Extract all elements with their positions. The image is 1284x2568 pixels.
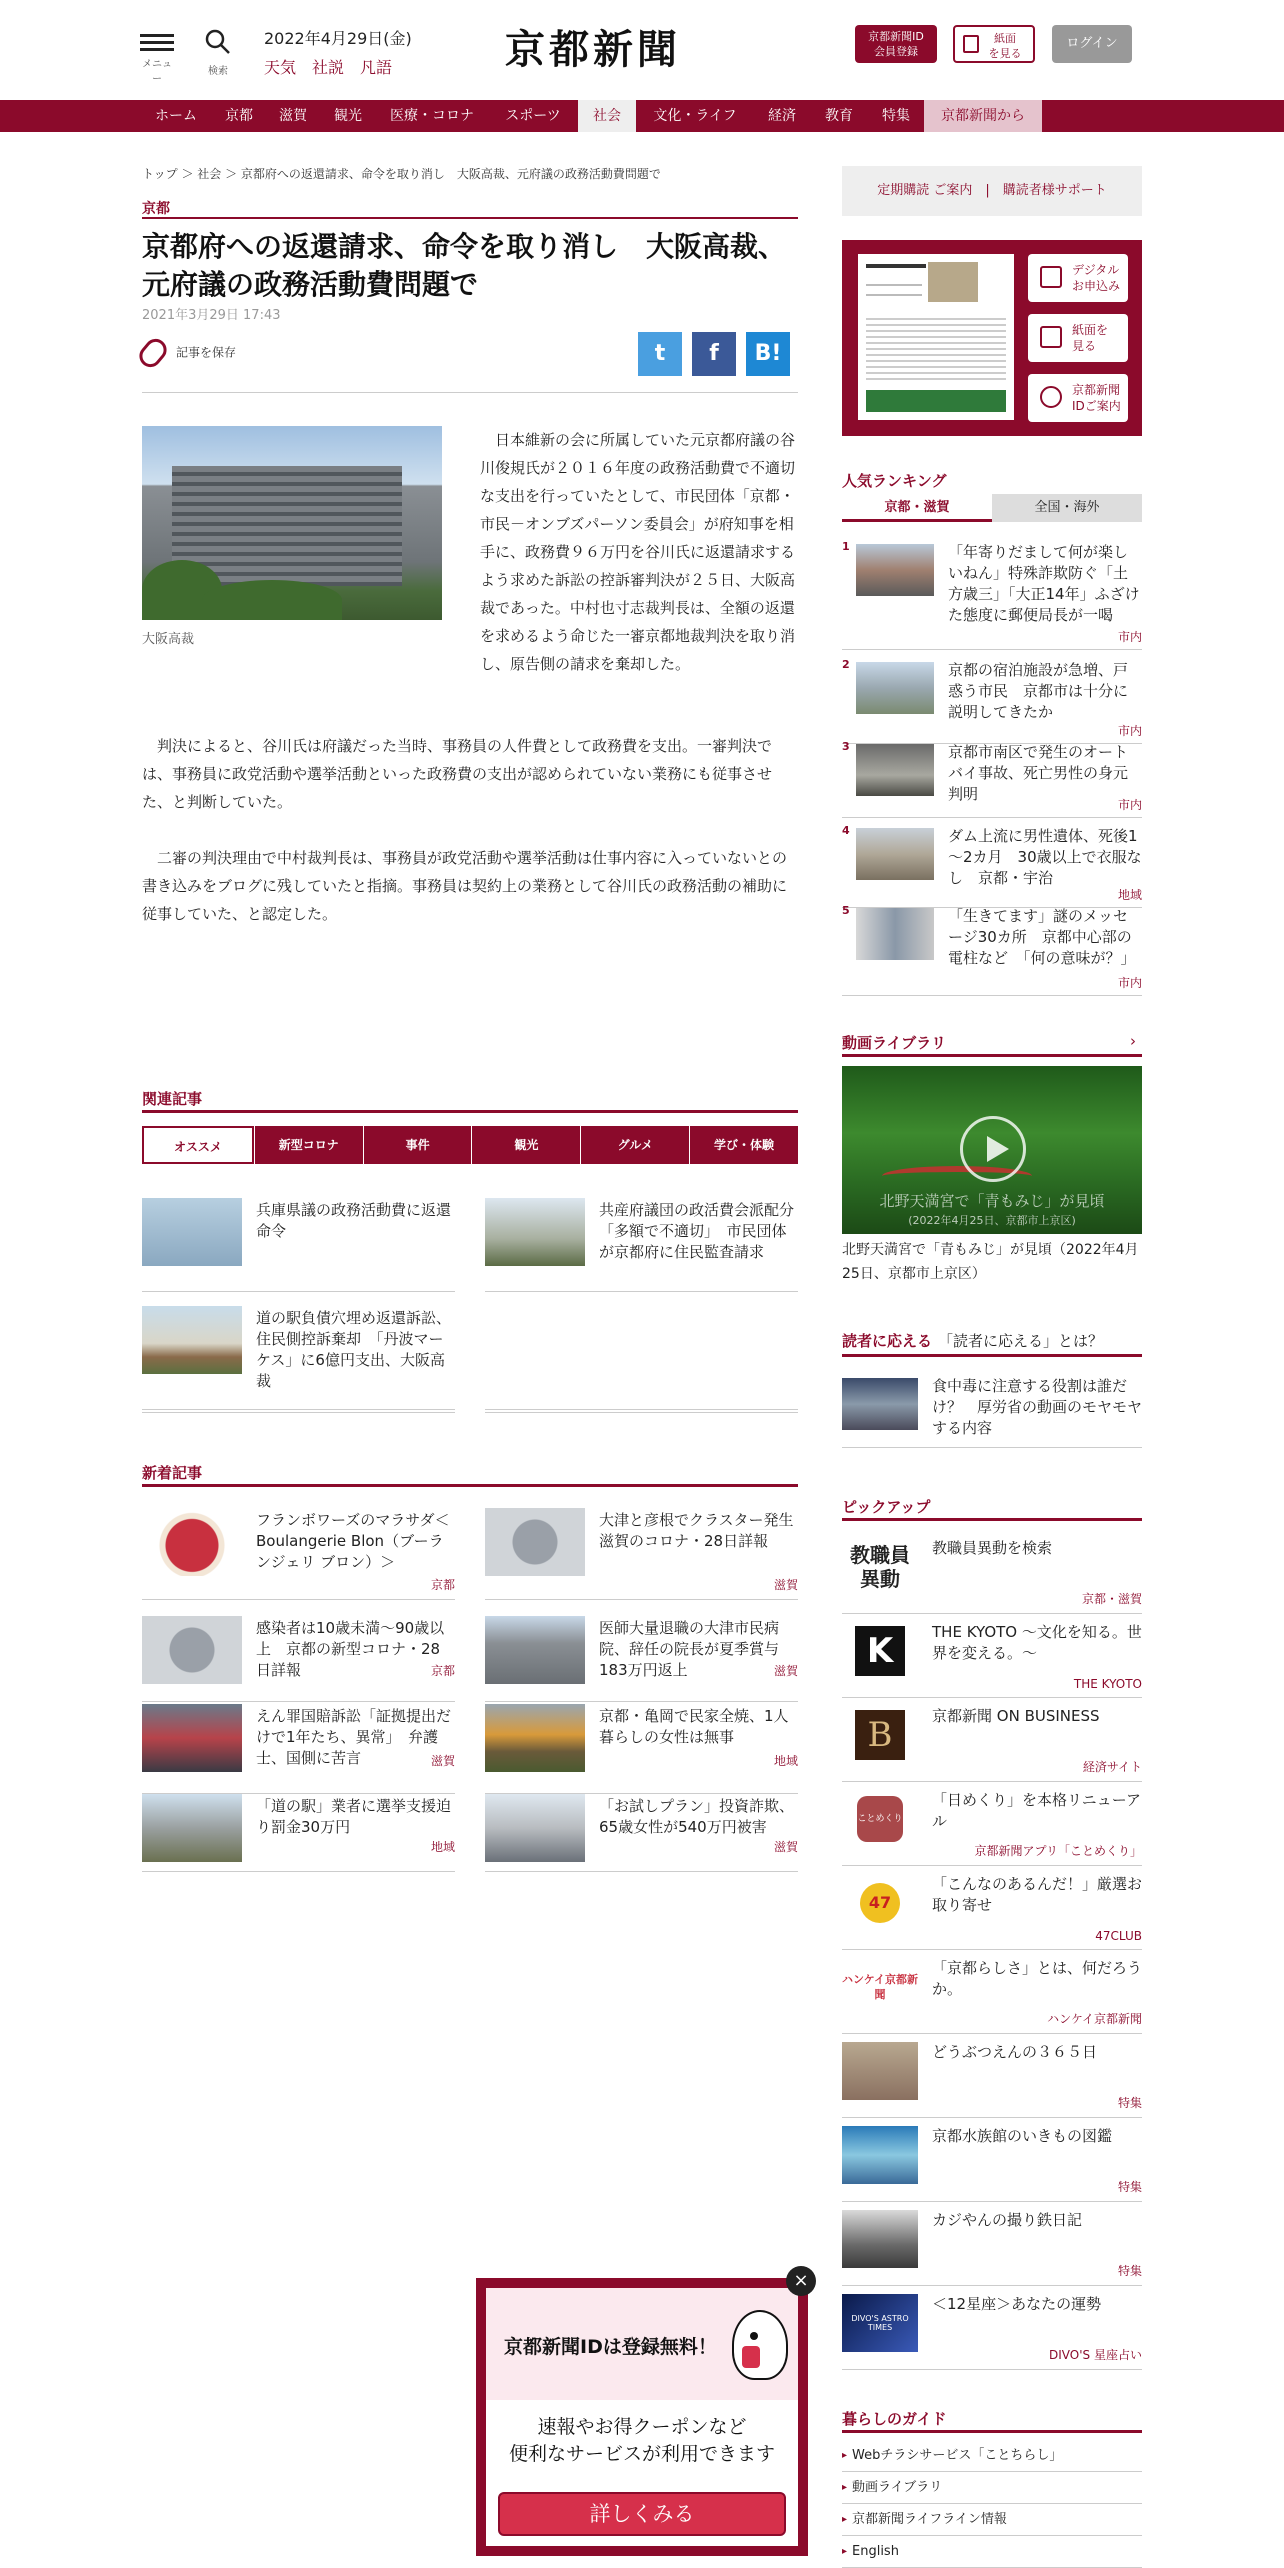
related-item-text: 共産府議団の政活費会派配分「多額で不適切」 市民団体が京都府に住民監査請求: [599, 1201, 795, 1261]
pickup-tag: THE KYOTO: [1073, 1677, 1142, 1691]
menu-icon-bar: [140, 48, 174, 51]
ranking-text: 「生きてます」謎のメッセージ30カ所 京都中心部の電柱など 「何の意味が？」: [948, 907, 1136, 967]
video-player[interactable]: [842, 1066, 1142, 1234]
ranking-tag: 市内: [1117, 976, 1142, 990]
ranking-title: 人気ランキング: [842, 472, 947, 490]
nav-culture[interactable]: 文化・ライフ: [653, 108, 737, 124]
ranking-thumbnail: [856, 828, 934, 880]
pickup-tag: DIVO'S 星座占い: [1049, 2348, 1142, 2362]
paper-edition-box: [842, 240, 1142, 436]
paper-line2: を見る: [988, 47, 1022, 60]
latest-item-text: 医師大量退職の大津市民病院、辞任の院長が夏季賞与183万円返上: [599, 1619, 780, 1679]
rank-number: 5: [842, 904, 850, 917]
related-divider: [142, 1110, 798, 1113]
pickup-tag: 特集: [1117, 2096, 1142, 2110]
bird-mascot-icon: [732, 2310, 788, 2380]
pickup-text: 京都新聞 ON BUSINESS: [932, 1707, 1100, 1725]
on-business-icon: [842, 1706, 918, 1764]
site-logo[interactable]: 京都新聞: [505, 26, 681, 73]
newspaper-icon: [963, 35, 979, 53]
nav-home[interactable]: ホーム: [155, 108, 197, 124]
facebook-icon: f: [709, 341, 719, 366]
play-icon[interactable]: [960, 1116, 1026, 1182]
nav-tourism[interactable]: 観光: [334, 108, 362, 124]
article-photo[interactable]: [142, 426, 442, 620]
latest-thumbnail: [485, 1508, 585, 1576]
latest-item-tag: 滋賀: [773, 1664, 798, 1678]
latest-thumbnail: [142, 1616, 242, 1684]
latest-thumbnail: [142, 1794, 242, 1862]
register-line2: 会員登録: [874, 45, 918, 58]
phone-icon: [1040, 266, 1062, 288]
related-item[interactable]: [485, 1198, 798, 1292]
preview-line: [866, 264, 926, 268]
latest-item-tag: 京都: [430, 1664, 455, 1678]
video-library-title[interactable]: 動画ライブラリ: [842, 1034, 947, 1052]
hatena-icon: B!: [754, 341, 782, 366]
menu-icon-bar: [140, 41, 174, 44]
life-guide-title: 暮らしのガイド: [842, 2410, 947, 2428]
main-nav: [0, 100, 1284, 132]
latest-divider: [142, 1484, 798, 1487]
related-thumbnail: [142, 1198, 242, 1266]
latest-item-tag: 地域: [430, 1840, 455, 1854]
menu-icon: [140, 34, 174, 37]
nav-features[interactable]: 特集: [882, 108, 910, 124]
reader-section-title[interactable]: [842, 1330, 1103, 1351]
ranking-thumbnail: [856, 908, 934, 960]
article-title: 京都府への返還請求、命令を取り消し 大阪高裁、元府議の政務活動費問題で: [142, 230, 787, 301]
rank-number: 1: [842, 540, 850, 553]
kotomekuri-icon: [842, 1790, 918, 1848]
related-item[interactable]: [142, 1306, 455, 1410]
reader-title-a: 読者に応える: [842, 1332, 933, 1350]
latest-item-text: 「道の駅」業者に選挙支援迫り罰金30万円: [256, 1797, 452, 1836]
latest-item-text: 感染者は10歳未満～90歳以上 京都の新型コロナ・28日詳報: [256, 1619, 445, 1679]
site-header: [0, 0, 1284, 100]
pickup-item[interactable]: [842, 1784, 1142, 1866]
ranking-text: ダム上流に男性遺体、死後1～2カ月 30歳以上で衣服なし 京都・宇治: [948, 827, 1142, 887]
ranking-item[interactable]: [842, 904, 1142, 996]
icon-letter: K: [855, 1626, 905, 1676]
latest-item[interactable]: [485, 1616, 798, 1702]
latest-thumbnail: [485, 1794, 585, 1862]
popup-body-line: 便利なサービスが利用できます: [508, 2443, 775, 2465]
pickup-tag: 特集: [1117, 2264, 1142, 2278]
related-item-text: 道の駅負債穴埋め返還訴訟、住民側控訴棄却 「丹波マーケス」に6億円支出、大阪高裁: [256, 1309, 452, 1390]
latest-item-tag: 滋賀: [773, 1578, 798, 1592]
latest-item[interactable]: [142, 1704, 455, 1794]
nav-society[interactable]: 社会: [578, 100, 636, 132]
pickup-title: ピックアップ: [842, 1498, 931, 1516]
ranking-thumbnail: [856, 544, 934, 596]
latest-item[interactable]: [485, 1704, 798, 1794]
popup-header-area: [486, 2288, 798, 2400]
tab-recommended[interactable]: オススメ: [142, 1126, 254, 1164]
preview-line: [866, 294, 922, 296]
view-paper-sidebar-button[interactable]: [1028, 314, 1128, 362]
latest-thumbnail: [142, 1704, 242, 1772]
icon-text: ことめくり: [857, 1796, 903, 1842]
related-tabs: [142, 1126, 798, 1164]
ranking-tabs: [842, 494, 1142, 522]
latest-item-text: フランボワーズのマラサダ＜Boulangerie Blon（ブーランジェリ ブロン）＞: [256, 1511, 450, 1571]
pickup-item[interactable]: [842, 2036, 1142, 2118]
weather-link[interactable]: 天気: [264, 58, 297, 77]
digital-apply-button[interactable]: [1028, 254, 1128, 302]
tablet-icon: [1040, 326, 1062, 348]
article-paragraph: 二審の判決理由で中村裁判長は、事務員が政党活動や選挙活動は仕事内容に入っていないとの書き込みをブログに残していたと指摘。事務員は契約上の業務として谷川氏の政務活動の補助に従事していた、と認定した。: [142, 849, 788, 923]
register-line1: 京都新聞ID: [868, 30, 924, 43]
latest-item-tag: 京都: [430, 1578, 455, 1592]
video-caption[interactable]: 北野天満宮で「青もみじ」が見頃（2022年4月25日、京都市上京区）: [842, 1242, 1139, 1282]
latest-item-text: えん罪国賠訴訟「証拠提出だけで1年たち、異常」 弁護士、国側に苦言: [256, 1707, 452, 1767]
tree-shape: [202, 580, 342, 620]
save-article-button[interactable]: [142, 338, 236, 368]
pickup-text: カジやんの撮り鉄日記: [932, 2211, 1083, 2229]
preview-text: [866, 314, 1006, 384]
pickup-item[interactable]: [842, 2120, 1142, 2202]
login-button[interactable]: ログイン: [1052, 25, 1132, 63]
ranking-thumbnail: [856, 744, 934, 796]
related-divider: [485, 1412, 798, 1413]
related-thumbnail: [485, 1198, 585, 1266]
pickup-item[interactable]: [842, 2204, 1142, 2286]
pickup-item[interactable]: [842, 1868, 1142, 1950]
newspaper-preview[interactable]: [858, 254, 1014, 420]
twitter-share-button[interactable]: [638, 332, 682, 376]
ranking-item[interactable]: [842, 540, 1142, 650]
latest-item[interactable]: [485, 1794, 798, 1872]
publish-date: 2021年3月29日 17:43: [142, 308, 281, 323]
related-divider: [142, 1412, 455, 1413]
reader-item[interactable]: [842, 1374, 1142, 1448]
article-lead: 日本維新の会に所属していた元京都府議の谷川俊規氏が２０１６年度の政務活動費で不適切な支出を行っていたとして、市民団体「京都・市民－オンブズパーソン委員会」が府知事を相手に、政務費９６万円を谷川氏に返還請求するよう求めた訴訟の控訴審判決が２５日、大阪高裁であった。中村也寸志裁判長は、全額の返還を求めるよう命じた一審京都地裁判決を取り消し、原告側の請求を棄却した。: [480, 431, 796, 673]
latest-thumbnail: [485, 1616, 585, 1684]
paperclip-icon: [135, 334, 171, 371]
btn-line: デジタル: [1072, 263, 1120, 277]
close-icon[interactable]: ×: [786, 2266, 816, 2296]
pickup-text: 京都水族館のいきもの図鑑: [932, 2127, 1113, 2145]
latest-item[interactable]: [485, 1508, 809, 1600]
hankei-icon: ハンケイ京都新聞: [842, 1973, 919, 2001]
video-overlay-title: 北野天満宮で「青もみじ」が見頃: [879, 1192, 1105, 1210]
related-item[interactable]: [142, 1198, 455, 1292]
latest-thumbnail: [142, 1508, 242, 1576]
info-icon: [1040, 386, 1062, 408]
preview-banner: [866, 390, 1006, 412]
pickup-tag: 京都新聞アプリ「ことめくり」: [974, 1844, 1142, 1858]
nav-shiga[interactable]: 滋賀: [279, 108, 307, 124]
zoo-thumbnail: [842, 2042, 918, 2100]
related-title: 関連記事: [142, 1090, 203, 1108]
popup-body: [486, 2414, 798, 2468]
reader-title-b: 「読者に応える」とは？: [938, 1332, 1104, 1350]
ranking-tag: 市内: [1117, 630, 1142, 644]
latest-item[interactable]: [142, 1508, 455, 1600]
pickup-tag: ハンケイ京都新聞: [1047, 2012, 1142, 2026]
latest-item-text: 大津と彦根でクラスター発生 滋賀のコロナ・28日詳報: [599, 1511, 809, 1550]
btn-line: IDご案内: [1072, 399, 1121, 413]
btn-line: 紙面を: [1072, 323, 1109, 337]
subscription-links[interactable]: 定期購読 ご案内 | 購読者様サポート: [842, 166, 1142, 216]
pickup-text: 教職員異動を検索: [932, 1539, 1053, 1557]
pickup-item[interactable]: [842, 1952, 1142, 2034]
btn-line: お申込み: [1072, 279, 1121, 293]
nav-education[interactable]: 教育: [825, 108, 853, 124]
search-button[interactable]: [202, 28, 234, 77]
staff-transfer-icon: 教職員 異動: [850, 1543, 910, 1591]
guide-item[interactable]: ▸ 動画ライブラリ: [842, 2472, 1142, 2504]
latest-item-tag: 滋賀: [773, 1840, 798, 1854]
ranking-text: 京都市南区で発生のオートバイ事故、死亡男性の身元判明: [948, 743, 1129, 803]
guide-item[interactable]: ▸ English: [842, 2536, 1142, 2568]
rank-number: 2: [842, 658, 850, 671]
tab-kyoto-shiga[interactable]: 京都・滋賀: [842, 494, 992, 522]
hatena-bookmark-button[interactable]: [746, 332, 790, 376]
date-block: [264, 26, 412, 78]
ranking-tag: 市内: [1117, 798, 1142, 812]
view-paper-button[interactable]: [953, 25, 1035, 63]
latest-item-text: 「お試しプラン」投資詐欺、65歳女性が540万円被害: [599, 1797, 795, 1836]
registration-popup: [476, 2278, 808, 2556]
nav-from-kyoto-np[interactable]: 京都新聞から: [924, 100, 1042, 132]
latest-item-tag: 滋賀: [430, 1754, 455, 1768]
tab-national[interactable]: 全国・海外: [992, 494, 1142, 522]
train-thumbnail: [842, 2210, 918, 2268]
menu-label: メニュー: [142, 59, 172, 85]
search-icon: [204, 28, 232, 56]
related-thumbnail: [142, 1306, 242, 1374]
pickup-text: THE KYOTO ～文化を知る。世界を変える。～: [932, 1623, 1142, 1662]
pickup-text: どうぶつえんの３６５日: [932, 2043, 1098, 2061]
video-overlay-sub: (2022年4月25日、京都市上京区): [908, 1214, 1076, 1227]
learn-more-button[interactable]: 詳しくみる: [498, 2492, 786, 2536]
pickup-tag: 経済サイト: [1082, 1760, 1142, 1774]
paper-line1: 紙面: [994, 32, 1016, 45]
pickup-item[interactable]: [842, 1532, 1142, 1614]
nav-sports[interactable]: スポーツ: [505, 108, 561, 124]
preview-photo: [928, 262, 978, 302]
preview-line: [866, 284, 922, 286]
tab-incident[interactable]: 事件: [363, 1126, 472, 1164]
ranking-item[interactable]: [842, 740, 1142, 818]
search-label: 検索: [208, 66, 228, 77]
bongo-link[interactable]: 凡語: [360, 58, 393, 77]
divo-astro-icon: DIVO'S ASTRO TIMES: [842, 2294, 918, 2352]
life-guide-divider: [842, 2430, 1142, 2433]
twitter-icon: t: [654, 341, 666, 366]
rank-number: 4: [842, 824, 850, 837]
mascot-eye: [750, 2332, 758, 2340]
btn-line: 見る: [1072, 339, 1097, 353]
photo-caption: 大阪高裁: [142, 632, 195, 647]
pickup-text: 「京都らしさ」とは、何だろうか。: [932, 1959, 1143, 1998]
save-label: 記事を保存: [176, 345, 237, 360]
latest-item[interactable]: [142, 1616, 455, 1702]
latest-thumbnail: [485, 1704, 585, 1772]
ranking-item[interactable]: [842, 658, 1142, 744]
icon-letter: B: [855, 1710, 905, 1760]
current-date: 2022年4月29日(金): [264, 29, 412, 48]
latest-item-tag: 地域: [773, 1754, 798, 1768]
ranking-tag: 地域: [1117, 888, 1142, 902]
ranking-thumbnail: [856, 662, 934, 714]
pickup-tag: 特集: [1117, 2180, 1142, 2194]
facebook-share-button[interactable]: [692, 332, 736, 376]
47club-icon: [842, 1874, 918, 1932]
chevron-right-icon[interactable]: ›: [1130, 1032, 1136, 1050]
the-kyoto-icon: [842, 1622, 918, 1680]
video-divider: [842, 1054, 1142, 1057]
pickup-text: ＜12星座＞あなたの運勢: [932, 2295, 1102, 2313]
tab-gourmet[interactable]: グルメ: [580, 1126, 689, 1164]
pickup-tag: 京都・滋賀: [1081, 1592, 1142, 1606]
tab-corona[interactable]: 新型コロナ: [254, 1126, 363, 1164]
reader-text: 食中毒に注意する役割は誰だけ？ 厚労省の動画のモヤモヤする内容: [932, 1377, 1143, 1437]
ranking-text: 「年寄りだまして何が楽しいねん」特殊詐欺防ぐ「土方歳三」「大正14年」ふざけた態度に郵便局長が一喝: [948, 543, 1140, 624]
pickup-item[interactable]: [842, 2288, 1142, 2370]
latest-item[interactable]: [142, 1794, 455, 1872]
popup-heading: 京都新聞IDは登録無料！: [504, 2336, 717, 2358]
icon-text: 47: [860, 1883, 900, 1923]
breadcrumb[interactable]: トップ ＞ 社会 ＞ 京都府への返還請求、命令を取り消し 大阪高裁、元府議の政務活動費問題で: [142, 167, 661, 181]
pickup-text: 「こんなのあるんだ！」厳選お取り寄せ: [932, 1875, 1143, 1914]
id-info-button[interactable]: [1028, 374, 1128, 422]
ranking-text: 京都の宿泊施設が急増、戸惑う市民 京都市は十分に説明してきたか: [948, 661, 1129, 721]
article-paragraph: 判決によると、谷川氏は府議だった当時、事務員の人件費として政務費を支出。一審判決では、事務員に政党活動や選挙活動といった政務費の支出が認められていない業務にも従事させた、と判断していた。: [142, 737, 773, 811]
btn-line: 京都新聞: [1072, 383, 1121, 397]
popup-body-line: 速報やお得クーポンなど: [537, 2416, 747, 2438]
related-item-text: 兵庫県議の政務活動費に返還命令: [256, 1201, 452, 1240]
ranking-item[interactable]: [842, 824, 1142, 908]
pickup-tag: 47CLUB: [1095, 1929, 1142, 1943]
nav-economy[interactable]: 経済: [768, 108, 796, 124]
pickup-item[interactable]: [842, 1616, 1142, 1698]
rank-number: 3: [842, 740, 850, 753]
editorial-link[interactable]: 社説: [312, 58, 345, 77]
nav-medical[interactable]: 医療・コロナ: [390, 108, 474, 124]
reader-divider: [842, 1354, 1142, 1357]
aquarium-thumbnail: [842, 2126, 918, 2184]
header-divider: [142, 392, 798, 393]
tab-tourism[interactable]: 観光: [471, 1126, 580, 1164]
mascot-book: [742, 2346, 760, 2368]
pickup-divider: [842, 1518, 1142, 1521]
pickup-text: 「日めくり」を本格リニューアル: [932, 1791, 1141, 1830]
menu-button[interactable]: [140, 30, 174, 85]
nav-kyoto[interactable]: 京都: [225, 108, 253, 124]
latest-item-text: 京都・亀岡で民家全焼、1人暮らしの女性は無事: [599, 1707, 789, 1746]
register-button[interactable]: [855, 25, 937, 63]
category-divider: [142, 217, 798, 219]
category-label[interactable]: 京都: [142, 201, 170, 217]
guide-item[interactable]: ▸ 京都新聞ライフライン情報: [842, 2504, 1142, 2536]
guide-item[interactable]: ▸ Webチラシサービス「ことちらし」: [842, 2440, 1142, 2472]
related-empty: [485, 1306, 798, 1410]
latest-title: 新着記事: [142, 1464, 203, 1482]
reader-thumbnail: [842, 1378, 918, 1430]
ranking-tag: 市内: [1117, 724, 1142, 738]
pickup-item[interactable]: [842, 1700, 1142, 1782]
tab-learning[interactable]: 学び・体験: [689, 1126, 798, 1164]
